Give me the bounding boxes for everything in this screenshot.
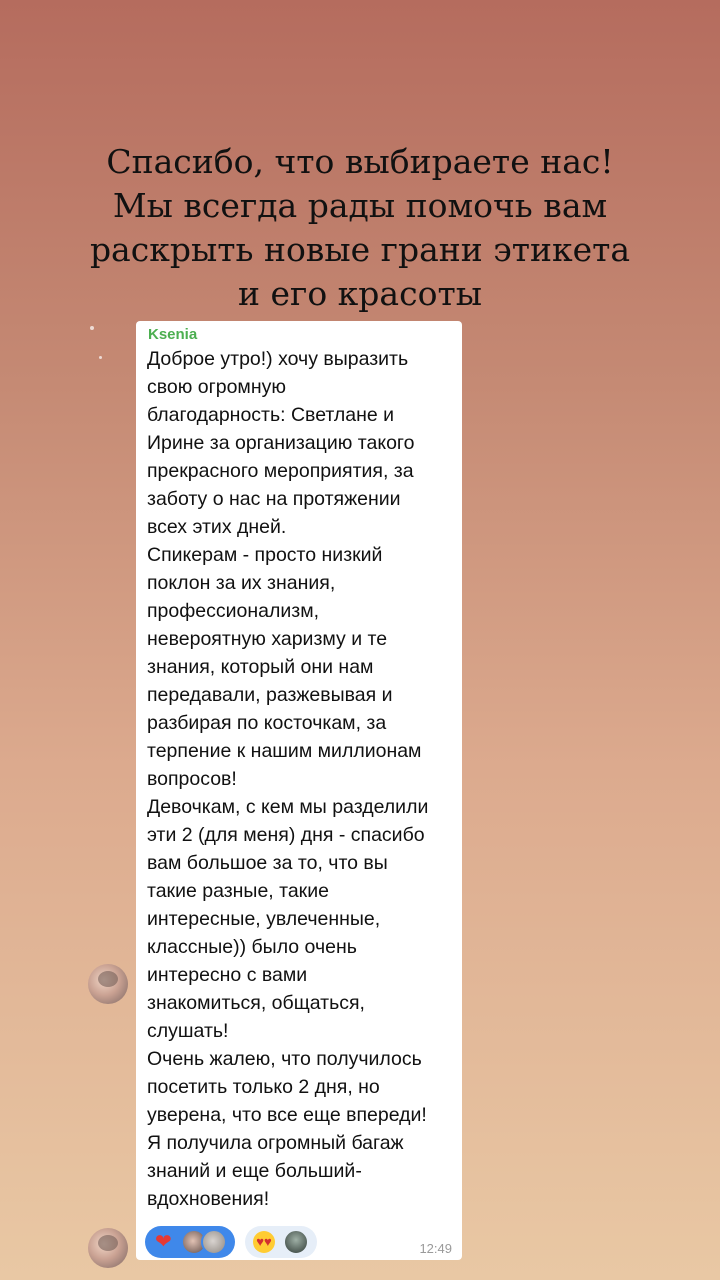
sender-name[interactable]: Ksenia	[148, 326, 198, 343]
headline-line: Мы всегда рады помочь вам	[112, 186, 608, 225]
sender-avatar[interactable]	[88, 964, 128, 1004]
message-line: невероятную харизму и те	[147, 628, 388, 650]
message-line: разбирая по косточкам, за	[147, 712, 387, 734]
message-line: классные)) было очень	[147, 936, 357, 958]
message-line: свою огромную	[147, 376, 286, 398]
message-line: посетить только 2 дня, но	[147, 1076, 380, 1098]
heart-reaction-chip[interactable]	[145, 1226, 235, 1258]
headline	[0, 140, 720, 316]
message-line: всех этих дней.	[147, 516, 287, 538]
message-line: Я получила огромный багаж	[147, 1132, 404, 1154]
message-line: благодарность: Светлане и	[147, 404, 395, 426]
message-line: уверена, что все еще впереди!	[147, 1104, 427, 1126]
message-line: профессионализм,	[147, 600, 320, 622]
heart-reaction-icon: ❤	[155, 1231, 172, 1253]
message-line: слушать!	[147, 1020, 229, 1042]
message-line: такие разные, такие	[147, 880, 329, 902]
heart-eyes-reaction-chip[interactable]	[245, 1226, 317, 1258]
message-line: Очень жалею, что получилось	[147, 1048, 422, 1070]
message-line: Спикерам - просто низкий	[147, 544, 383, 566]
message-line: вам большое за то, что вы	[147, 852, 388, 874]
sparkle-icon	[90, 326, 94, 330]
message-line: заботу о нас на протяжении	[147, 488, 401, 510]
message-bubble[interactable]	[136, 321, 462, 1260]
reactor-avatar	[201, 1229, 227, 1255]
sparkle-icon	[99, 356, 102, 359]
message-time: 12:49	[419, 1241, 452, 1256]
message-line: Девочкам, с кем мы разделили	[147, 796, 429, 818]
message-line: знаний и еще больший-	[147, 1160, 362, 1182]
headline-line: и его красоты	[238, 274, 482, 313]
message-line: интересные, увлеченные,	[147, 908, 381, 930]
message-line: эти 2 (для меня) дня - спасибо	[147, 824, 425, 846]
message-line: поклон за их знания,	[147, 572, 336, 594]
headline-line: Спасибо, что выбираете нас!	[106, 142, 614, 181]
heart-eyes-reaction-icon: ♥♥	[253, 1231, 275, 1253]
message-line: Доброе утро!) хочу выразить	[147, 348, 409, 370]
message-line: вдохновения!	[147, 1188, 270, 1210]
message-line: терпение к нашим миллионам	[147, 740, 422, 762]
message-line: передавали, разжевывая и	[147, 684, 393, 706]
message-line: интересно с вами	[147, 964, 308, 986]
message-line: знания, который они нам	[147, 656, 374, 678]
message-line: Ирине за организацию такого	[147, 432, 415, 454]
message-line: вопросов!	[147, 768, 237, 790]
reactor-avatar	[283, 1229, 309, 1255]
sender-avatar[interactable]	[88, 1228, 128, 1268]
message-line: знакомиться, общаться,	[147, 992, 365, 1014]
headline-line: раскрыть новые грани этикета	[89, 230, 631, 269]
message-line: прекрасного мероприятия, за	[147, 460, 414, 482]
message-text	[147, 345, 457, 1213]
